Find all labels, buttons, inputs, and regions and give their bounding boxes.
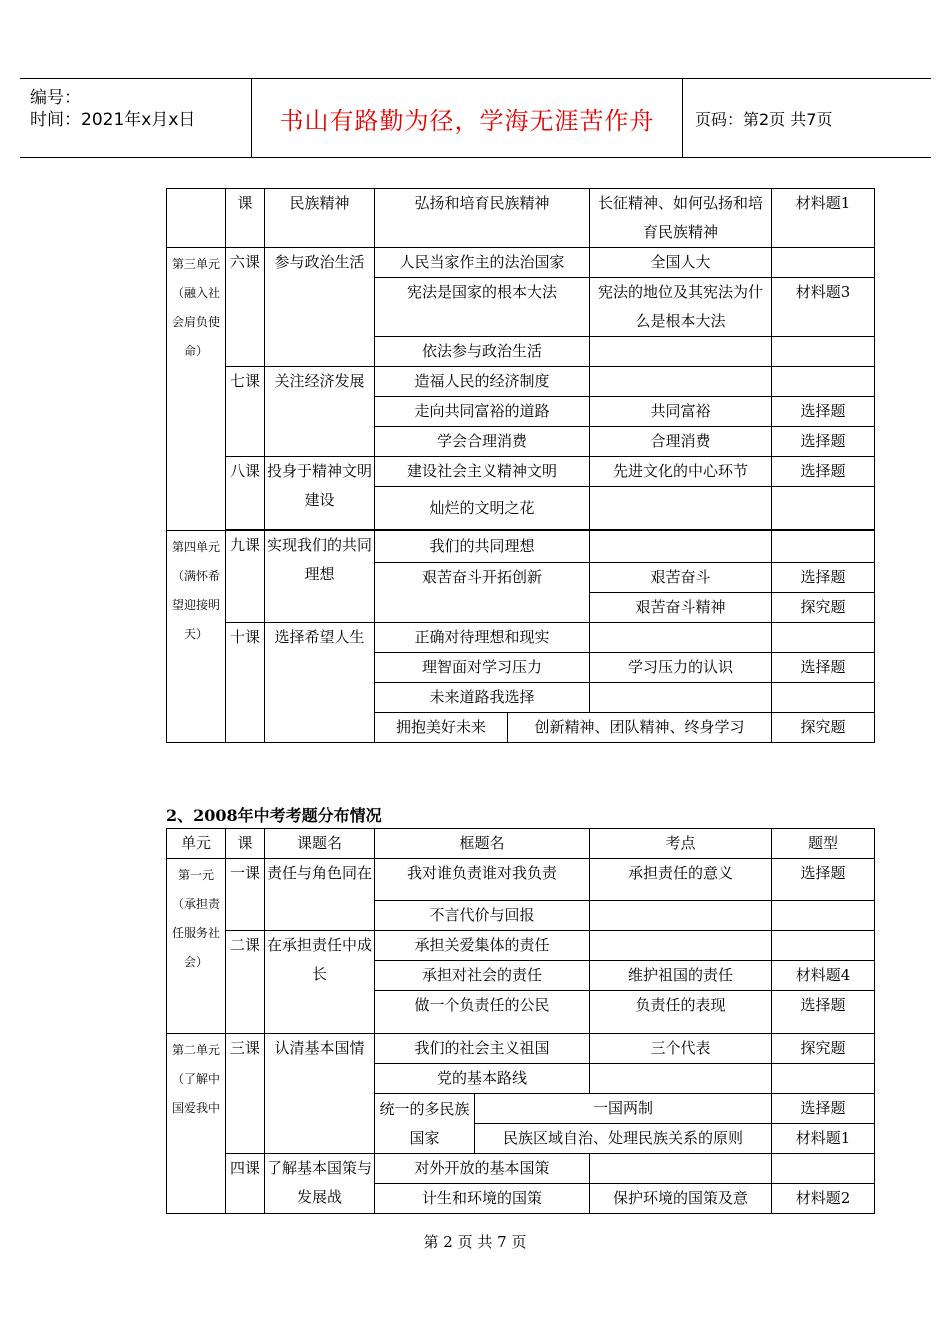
lesson-2-topic: 在承担责任中成长	[265, 931, 375, 1034]
frame-cell: 建设社会主义精神文明	[375, 457, 590, 487]
lesson-8-topic: 投身于精神文明建设	[265, 457, 375, 530]
frame-cell: 统一的多民族国家	[375, 1094, 475, 1154]
point-cell	[590, 931, 772, 961]
type-cell	[772, 248, 875, 278]
type-cell: 材料题1	[772, 1124, 875, 1154]
frame-cell: 宪法是国家的根本大法	[375, 278, 590, 337]
header-type: 题型	[772, 829, 875, 859]
lesson-3-topic: 认清基本国情	[265, 1034, 375, 1154]
frame-cell: 灿烂的文明之花	[375, 487, 590, 530]
type-cell: 选择题	[772, 991, 875, 1034]
frame-cell: 做一个负责任的公民	[375, 991, 590, 1034]
lesson-6-cell: 六课	[226, 248, 265, 367]
lesson-8-cell: 八课	[226, 457, 265, 530]
type-cell: 材料题4	[772, 961, 875, 991]
frame-cell: 计生和环境的国策	[375, 1184, 590, 1214]
lesson-1-cell: 一课	[226, 859, 265, 931]
type-cell: 选择题	[772, 1094, 875, 1124]
frame-cell: 我对谁负责谁对我负责	[375, 859, 590, 901]
point-cell: 先进文化的中心环节	[590, 457, 772, 487]
point-cell	[590, 1064, 772, 1094]
lesson-cell: 课	[226, 189, 265, 248]
type-cell: 探究题	[772, 593, 875, 623]
frame-cell: 党的基本路线	[375, 1064, 590, 1094]
lesson-3-cell: 三课	[226, 1034, 265, 1154]
lesson-7-cell: 七课	[226, 367, 265, 457]
type-cell: 选择题	[772, 397, 875, 427]
type-cell	[772, 1064, 875, 1094]
type-cell: 选择题	[772, 563, 875, 593]
type-cell: 材料题2	[772, 1184, 875, 1214]
topic-cell: 民族精神	[265, 189, 375, 248]
header-motto: 书山有路勤为径，学海无涯苦作舟	[252, 79, 683, 157]
type-cell	[772, 531, 875, 563]
frame-cell: 依法参与政治生活	[375, 337, 590, 367]
lesson-1-topic: 责任与角色同在	[265, 859, 375, 931]
frame-cell: 承担对社会的责任	[375, 961, 590, 991]
type-cell: 材料题3	[772, 278, 875, 337]
point-cell: 保护环境的国策及意	[590, 1184, 772, 1214]
point-cell	[590, 487, 772, 530]
type-cell	[772, 901, 875, 931]
frame-cell: 人民当家作主的法治国家	[375, 248, 590, 278]
header-unit: 单元	[167, 829, 226, 859]
point-cell: 民族区域自治、处理民族关系的原则	[475, 1124, 772, 1154]
lesson-10-cell: 十课	[226, 623, 265, 743]
type-cell: 选择题	[772, 653, 875, 683]
type-cell: 材料题1	[772, 189, 875, 248]
lesson-4-cell: 四课	[226, 1154, 265, 1214]
type-cell	[772, 623, 875, 653]
frame-cell: 我们的社会主义祖国	[375, 1034, 590, 1064]
frame-cell: 理智面对学习压力	[375, 653, 590, 683]
lesson-4-topic: 了解基本国策与发展战	[265, 1154, 375, 1214]
type-cell: 选择题	[772, 457, 875, 487]
frame-cell: 承担关爱集体的责任	[375, 931, 590, 961]
frame-cell: 未来道路我选择	[375, 683, 590, 713]
page-footer: 第 2 页 共 7 页	[423, 1233, 527, 1251]
unit-3-cell: 第三单元（融入社会肩负使命）	[167, 248, 226, 531]
point-cell: 负责任的表现	[590, 991, 772, 1034]
type-cell: 选择题	[772, 427, 875, 457]
frame-cell: 走向共同富裕的道路	[375, 397, 590, 427]
header-topic: 课题名	[265, 829, 375, 859]
type-cell	[772, 683, 875, 713]
header-frame: 框题名	[375, 829, 590, 859]
point-cell: 维护祖国的责任	[590, 961, 772, 991]
header-meta	[20, 79, 252, 157]
unit-1-cell: 第一元（承担责任服务社会）	[167, 859, 226, 1034]
point-cell	[590, 683, 772, 713]
point-cell: 合理消费	[590, 427, 772, 457]
type-cell	[772, 1154, 875, 1184]
frame-cell: 拥抱美好未来	[375, 713, 508, 743]
type-cell: 选择题	[772, 859, 875, 901]
point-cell: 承担责任的意义	[590, 859, 772, 901]
frame-cell: 艰苦奋斗开拓创新	[375, 563, 590, 623]
point-cell: 长征精神、如何弘扬和培育民族精神	[590, 189, 772, 248]
point-cell: 创新精神、团队精神、终身学习	[508, 713, 772, 743]
type-cell	[772, 931, 875, 961]
type-cell: 探究题	[772, 1034, 875, 1064]
type-cell	[772, 487, 875, 530]
frame-cell: 不言代价与回报	[375, 901, 590, 931]
point-cell: 学习压力的认识	[590, 653, 772, 683]
point-cell: 艰苦奋斗精神	[590, 593, 772, 623]
point-cell: 全国人大	[590, 248, 772, 278]
frame-cell: 弘扬和培育民族精神	[375, 189, 590, 248]
point-cell	[590, 901, 772, 931]
section-2-title: 2、2008年中考考题分布情况	[166, 806, 382, 825]
point-cell: 三个代表	[590, 1034, 772, 1064]
point-cell	[590, 531, 772, 563]
exam-distribution-table	[166, 828, 875, 1214]
point-cell	[590, 367, 772, 397]
curriculum-table-continued	[166, 188, 875, 743]
point-cell: 共同富裕	[590, 397, 772, 427]
header-page-info: 页码：第2页 共7页	[695, 109, 833, 129]
frame-cell: 造福人民的经济制度	[375, 367, 590, 397]
lesson-10-topic: 选择希望人生	[265, 623, 375, 743]
type-cell: 探究题	[772, 713, 875, 743]
frame-cell: 学会合理消费	[375, 427, 590, 457]
point-cell	[590, 623, 772, 653]
lesson-2-cell: 二课	[226, 931, 265, 1034]
lesson-7-topic: 关注经济发展	[265, 367, 375, 457]
point-cell: 一国两制	[475, 1094, 772, 1124]
lesson-9-topic: 实现我们的共同理想	[265, 531, 375, 623]
unit-2-cell: 第二单元（了解中国爱我中	[167, 1034, 226, 1214]
lesson-9-cell: 九课	[226, 531, 265, 623]
frame-cell: 正确对待理想和现实	[375, 623, 590, 653]
point-cell	[590, 337, 772, 367]
frame-cell: 对外开放的基本国策	[375, 1154, 590, 1184]
point-cell: 宪法的地位及其宪法为什么是根本大法	[590, 278, 772, 337]
document-header	[20, 78, 931, 158]
time-label: 时间：2021年x月x日	[30, 110, 196, 130]
type-cell	[772, 337, 875, 367]
unit-cell	[167, 189, 226, 248]
point-cell	[590, 1154, 772, 1184]
number-label: 编号：	[30, 88, 81, 108]
type-cell	[772, 367, 875, 397]
unit-4-cell: 第四单元（满怀希望迎接明天）	[167, 531, 226, 743]
header-lesson: 课	[226, 829, 265, 859]
lesson-6-topic: 参与政治生活	[265, 248, 375, 367]
header-point: 考点	[590, 829, 772, 859]
point-cell: 艰苦奋斗	[590, 563, 772, 593]
frame-cell: 我们的共同理想	[375, 531, 590, 563]
